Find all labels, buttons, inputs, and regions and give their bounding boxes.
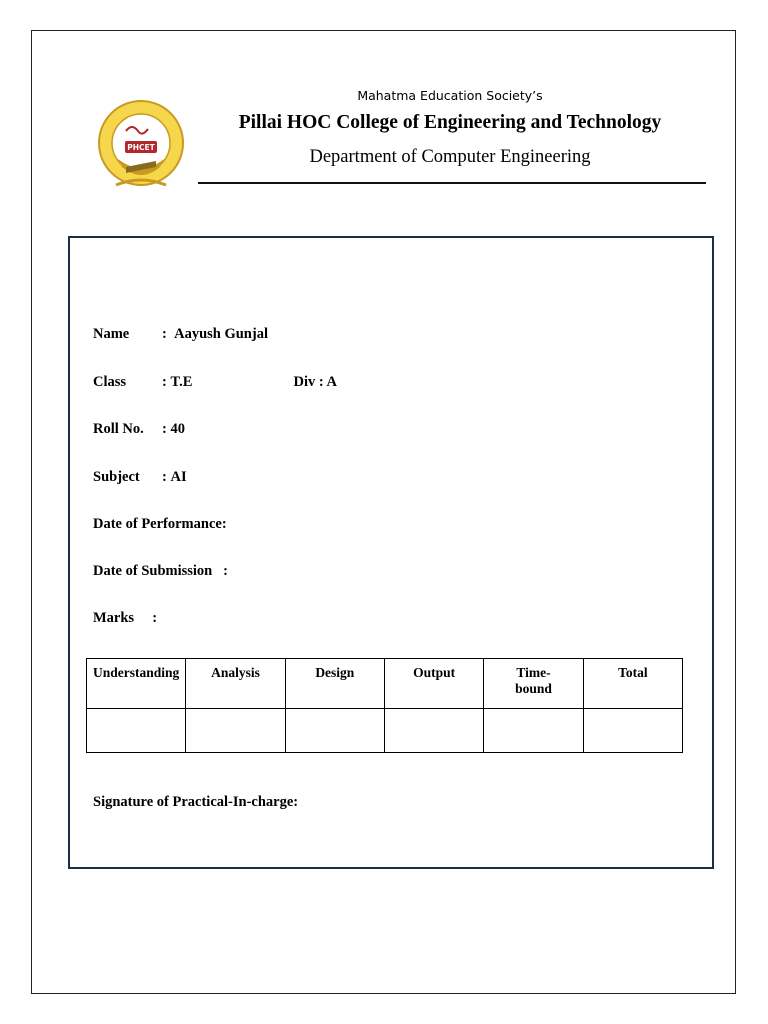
time-bound-cell[interactable] [484,709,583,753]
header-design: Design [285,659,384,709]
signature-row [93,794,298,811]
header-output: Output [384,659,483,709]
class-value: T.E [170,374,193,390]
date-of-performance-row [93,516,227,533]
college-seal-icon [96,97,186,193]
header-understanding: Understanding [87,659,186,709]
date-of-submission-row: Date of Submission : [93,563,228,579]
name-value: Aayush Gunjal [174,326,268,342]
date-of-submission-label: Date of Submission [93,563,213,579]
marks-label: Marks [93,610,135,626]
class-row: Class : T.E Div : A [93,374,337,390]
marks-table [86,658,683,753]
class-label: Class [93,374,127,390]
total-cell[interactable] [583,709,682,753]
roll-label: Roll No. [93,421,144,437]
header-time-bound: Time-bound [484,659,583,709]
college-name: Pillai HOC College of Engineering and Technology [238,112,662,133]
marks-table-header-row [87,659,683,709]
understanding-cell[interactable] [87,709,186,753]
subject-value: AI [170,469,187,485]
header-total: Total [583,659,682,709]
marks-table-entry-row [87,709,683,753]
header-divider [198,182,706,184]
header-analysis: Analysis [186,659,285,709]
design-cell[interactable] [285,709,384,753]
name-label: Name [93,326,130,342]
name-row: Name : Aayush Gunjal [93,326,268,342]
signature-label: Signature of Practical-In-charge: [93,794,299,810]
subject-label: Subject [93,469,140,485]
roll-value: 40 [170,421,185,437]
society-name: Mahatma Education Society’s [357,88,543,103]
output-cell[interactable] [384,709,483,753]
div-field: Div : A [293,374,337,390]
analysis-cell[interactable] [186,709,285,753]
department-name: Department of Computer Engineering [309,147,591,167]
roll-row: Roll No. : 40 [93,421,185,437]
date-of-performance-label: Date of Performance: [93,516,227,532]
marks-row: Marks : [93,610,158,626]
subject-row: Subject : AI [93,469,187,485]
logo-emblem-text: PHCET [127,143,155,152]
